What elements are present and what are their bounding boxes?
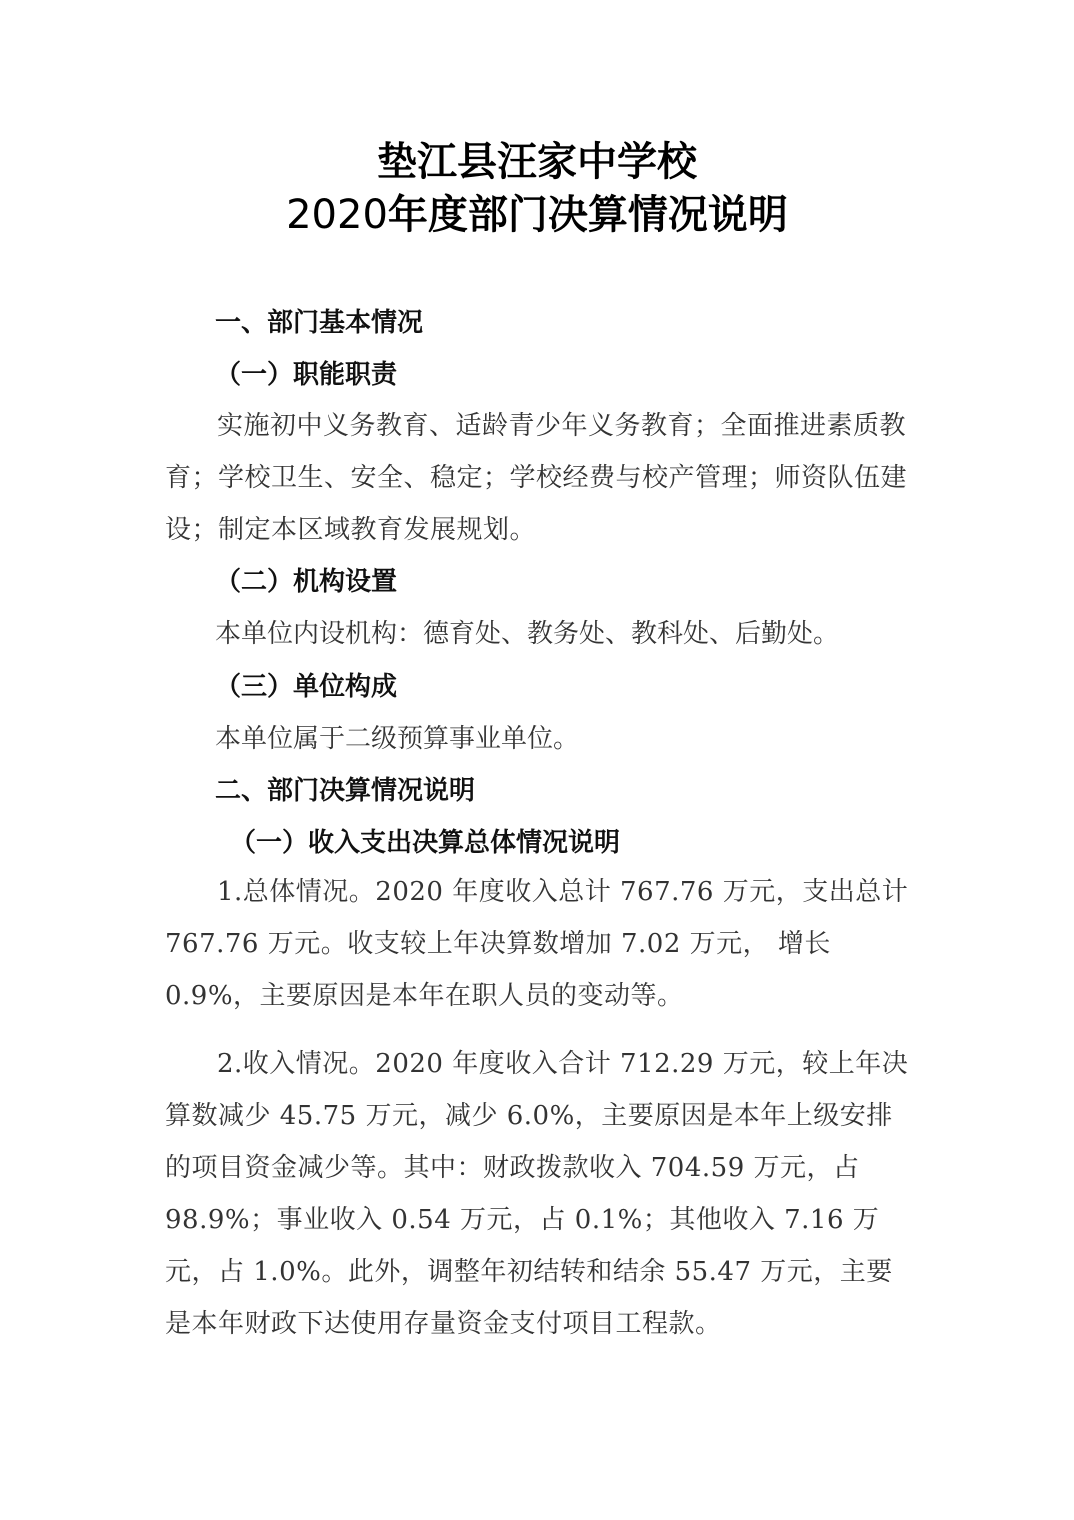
subsection-heading-composition: （三）单位构成	[215, 672, 398, 702]
document-subtitle	[0, 191, 1074, 239]
overall-paragraph: 1.总体情况。2020 年度收入总计 767.76 万元，支出总计 767.76 万元。收支较上年决算数增加 7.02 万元， 增长 0.9%，主要原因是本年在职人员的变动等。	[165, 877, 909, 1011]
section-heading-final-accounts: 二、部门决算情况说明	[215, 776, 476, 806]
subtitle-year: 2020	[286, 192, 388, 238]
section-heading-basic-info: 一、部门基本情况	[215, 308, 424, 338]
subsection-heading-duties: （一）职能职责	[215, 360, 398, 390]
composition-paragraph: 本单位属于二级预算事业单位。	[215, 724, 580, 754]
subsection-heading-organization: （二）机构设置	[215, 567, 398, 597]
document-title: 垫江县汪家中学校	[377, 139, 697, 185]
subtitle-text: 年度部门决算情况说明	[387, 192, 788, 238]
organization-paragraph: 本单位内设机构：德育处、教务处、教科处、后勤处。	[215, 619, 840, 649]
subsection-heading-overall: （一）收入支出决算总体情况说明	[230, 828, 621, 858]
duties-paragraph: 实施初中义务教育、适龄青少年义务教育；全面推进素质教育；学校卫生、安全、稳定；学校经费与校产管理；师资队伍建设；制定本区域教育发展规划。	[165, 411, 908, 545]
income-paragraph: 2.收入情况。2020 年度收入合计 712.29 万元，较上年决算数减少 45.75 万元，减少 6.0%，主要原因是本年上级安排的项目资金减少等。其中：财政拨款收入 704.59 万元，占 98.9%；事业收入 0.54 万元，占 0.1%；其他收入 7.16 万元，占 1.0%。此外，调整年初结转和结余 55.47 万元，主要是本年财政下达使用存量资金支付项目工程款。	[165, 1049, 909, 1339]
